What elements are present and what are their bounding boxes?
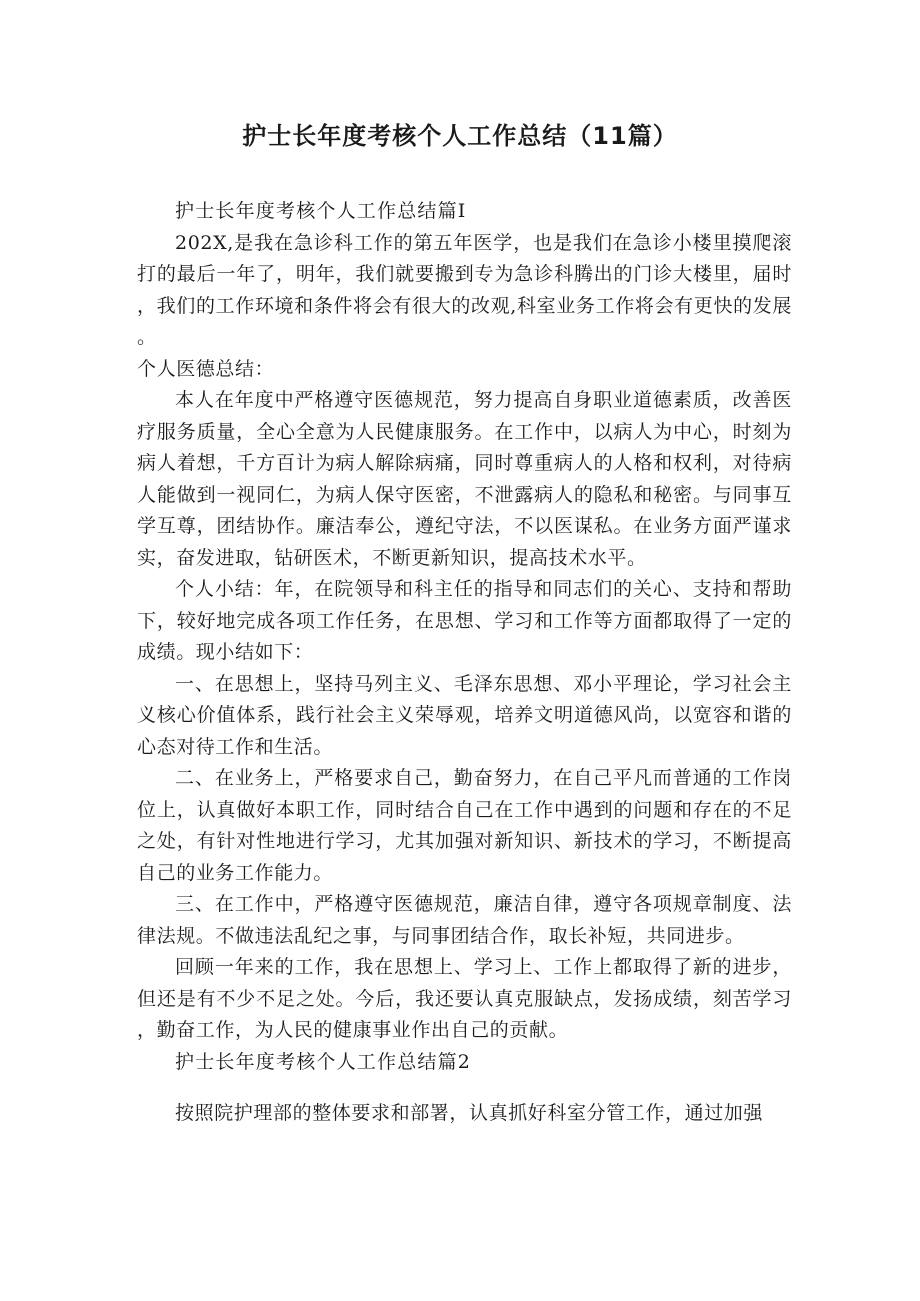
- section-heading-2: 护士长年度考核个人工作总结篇2: [175, 1050, 472, 1073]
- paragraph-section-2-start: 按照院护理部的整体要求和部署，认真抓好科室分管工作，通过加强: [175, 1102, 764, 1124]
- paragraph-point-3: 三、在工作中，严格遵守医德规范，廉洁自律，遵守各项规章制度、法律法规。不做违法乱纪之事，与同事团结合作，取长补短，共同进步。: [137, 893, 792, 947]
- document-body: [137, 196, 792, 1130]
- document-title: 护士长年度考核个人工作总结（11篇）: [242, 122, 678, 150]
- section-heading-1: 护士长年度考核个人工作总结篇I: [175, 200, 467, 222]
- paragraph-personal-summary: 个人小结：年，在院领导和科主任的指导和同志们的关心、支持和帮助下，较好地完成各项工作任务，在思想、学习和工作等方面都取得了一定的成绩。现小结如下：: [137, 578, 792, 663]
- paragraph-intro: 202X,是我在急诊科工作的第五年医学，也是我们在急诊小楼里摸爬滚打的最后一年了，明年，我们就要搬到专为急诊科腾出的门诊大楼里，届时，我们的工作环境和条件将会有很大的改观,科室业务工作将会有更快的发展。: [137, 231, 792, 348]
- paragraph-review: 回顾一年来的工作，我在思想上、学习上、工作上都取得了新的进步，但还是有不少不足之处。今后，我还要认真克服缺点，发扬成绩，刻苦学习，勤奋工作，为人民的健康事业作出自己的贡献。: [137, 956, 792, 1041]
- paragraph-point-1: 一、在思想上，坚持马列主义、毛泽东思想、邓小平理论，学习社会主义核心价值体系，践行社会主义荣辱观，培养文明道德风尚，以宽容和谐的心态对待工作和生活。: [137, 672, 792, 758]
- paragraph-point-2: 二、在业务上，严格要求自己，勤奋努力，在自己平凡而普通的工作岗位上，认真做好本职工作，同时结合自己在工作中遇到的问题和存在的不足之处，有针对性地进行学习，尤其加强对新知识、新技术的学习，不断提高自己的业务工作能力。: [137, 767, 792, 884]
- paragraph-ethics: 本人在年度中严格遵守医德规范，努力提高自身职业道德素质，改善医疗服务质量，全心全意为人民健康服务。在工作中，以病人为中心，时刻为病人着想，千方百计为病人解除病痛，同时尊重病人的人格和权利，对待病人能做到一视同仁，为病人保守医密，不泄露病人的隐私和秘密。与同事互学互尊，团结协作。廉洁奉公，遵纪守法，不以医谋私。在业务方面严谨求实，奋发进取，钻研医术，不断更新知识，提高技术水平。: [137, 389, 792, 569]
- paragraph-subheading-ethics: 个人医德总结：: [137, 357, 275, 380]
